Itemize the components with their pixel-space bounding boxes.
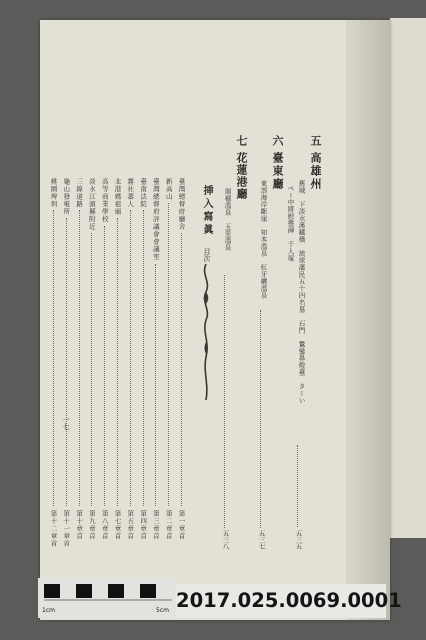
figures-heading-subtitle: 目次 — [203, 248, 211, 262]
page-gutter — [346, 20, 390, 620]
ornament-divider — [195, 262, 217, 402]
figure-title: 新高山 — [164, 178, 173, 201]
leader-dots — [104, 226, 105, 506]
figure-chapter: 第八章首 — [100, 510, 109, 540]
figure-chapter: 第一章首 — [177, 510, 186, 540]
section-title-kaohsiung: 高雄州 — [309, 152, 322, 191]
leader-dots — [143, 210, 144, 506]
scale-ruler — [38, 578, 176, 618]
leader-dots — [297, 445, 298, 527]
figure-chapter: 第三章首 — [151, 510, 160, 540]
leader-dots — [168, 203, 169, 506]
leader-dots — [66, 218, 67, 506]
section-title-hualien: 花蓮港廳 — [235, 152, 248, 200]
section-5-subitems-line2: ペー中將慰靈碑 千人塚 — [286, 185, 295, 262]
leader-dots — [53, 210, 54, 506]
leader-dots — [224, 275, 225, 528]
figure-chapter: 第四章首 — [139, 510, 148, 540]
leader-dots — [117, 218, 118, 506]
accession-number-label: 2017.025.0069.0001 — [176, 584, 386, 618]
figure-title: 三線道路 — [75, 178, 84, 208]
figure-title: 淡水江頭縣附近 — [87, 178, 96, 231]
figure-title: 龜山發電所 — [62, 178, 71, 216]
ruler-label-left: 1cm — [42, 607, 55, 614]
section-7-subitems: 瑞穗溫泉 玉里溫泉 — [223, 188, 232, 251]
leader-dots — [79, 210, 80, 506]
section-number-5: 五 — [309, 135, 322, 146]
figure-title: 臺灣總督府評議會會議室 — [151, 178, 160, 261]
figure-chapter: 第五章首 — [126, 510, 135, 540]
leader-dots — [130, 210, 131, 506]
figure-chapter: 第十二章首 — [49, 510, 58, 548]
document-page — [40, 20, 390, 620]
leader-dots — [260, 310, 261, 528]
section-7-page: 五三八 — [221, 530, 230, 550]
section-6-subitems: 東部海岸斷崖 知本溫泉 紅牙曬溫泉 — [259, 180, 268, 299]
figure-chapter: 第二章首 — [164, 510, 173, 540]
figure-title: 臺南法院 — [139, 178, 148, 208]
figure-title: 桃園埤圳 — [49, 178, 58, 208]
section-number-6: 六 — [271, 135, 284, 146]
adjacent-page — [390, 18, 426, 538]
figure-title: 北港媽祖廟 — [113, 178, 122, 216]
figures-heading-title: 挿入寫眞 — [201, 185, 212, 237]
leader-dots — [155, 264, 156, 506]
section-6-page: 五三七 — [257, 530, 266, 550]
figure-chapter: 第七章首 — [113, 510, 122, 540]
section-5-subitems-line1: 舊城 下淡水溪鐵橋 琉球藩民五十四名墓 石門 鵞鑾鼻燈臺 ターい — [297, 180, 306, 404]
leader-dots — [181, 233, 182, 506]
section-5-page: 五三五 — [294, 530, 303, 550]
figure-chapter: 第九章首 — [87, 510, 96, 540]
section-title-taitung: 臺東廳 — [271, 152, 284, 191]
leader-dots — [91, 233, 92, 506]
figure-chapter: 第十一章首 — [62, 510, 71, 548]
figure-title: 臺灣總督府廳舍 — [177, 178, 186, 231]
figure-chapter: 第十章首 — [75, 510, 84, 540]
ruler-label-right: 5cm — [156, 607, 169, 614]
section-number-7: 七 — [235, 135, 248, 146]
figure-title: 高等商業學校 — [100, 178, 109, 223]
page-number: 一七 — [62, 416, 70, 430]
figure-title: 霧社蕃人 — [126, 178, 135, 208]
